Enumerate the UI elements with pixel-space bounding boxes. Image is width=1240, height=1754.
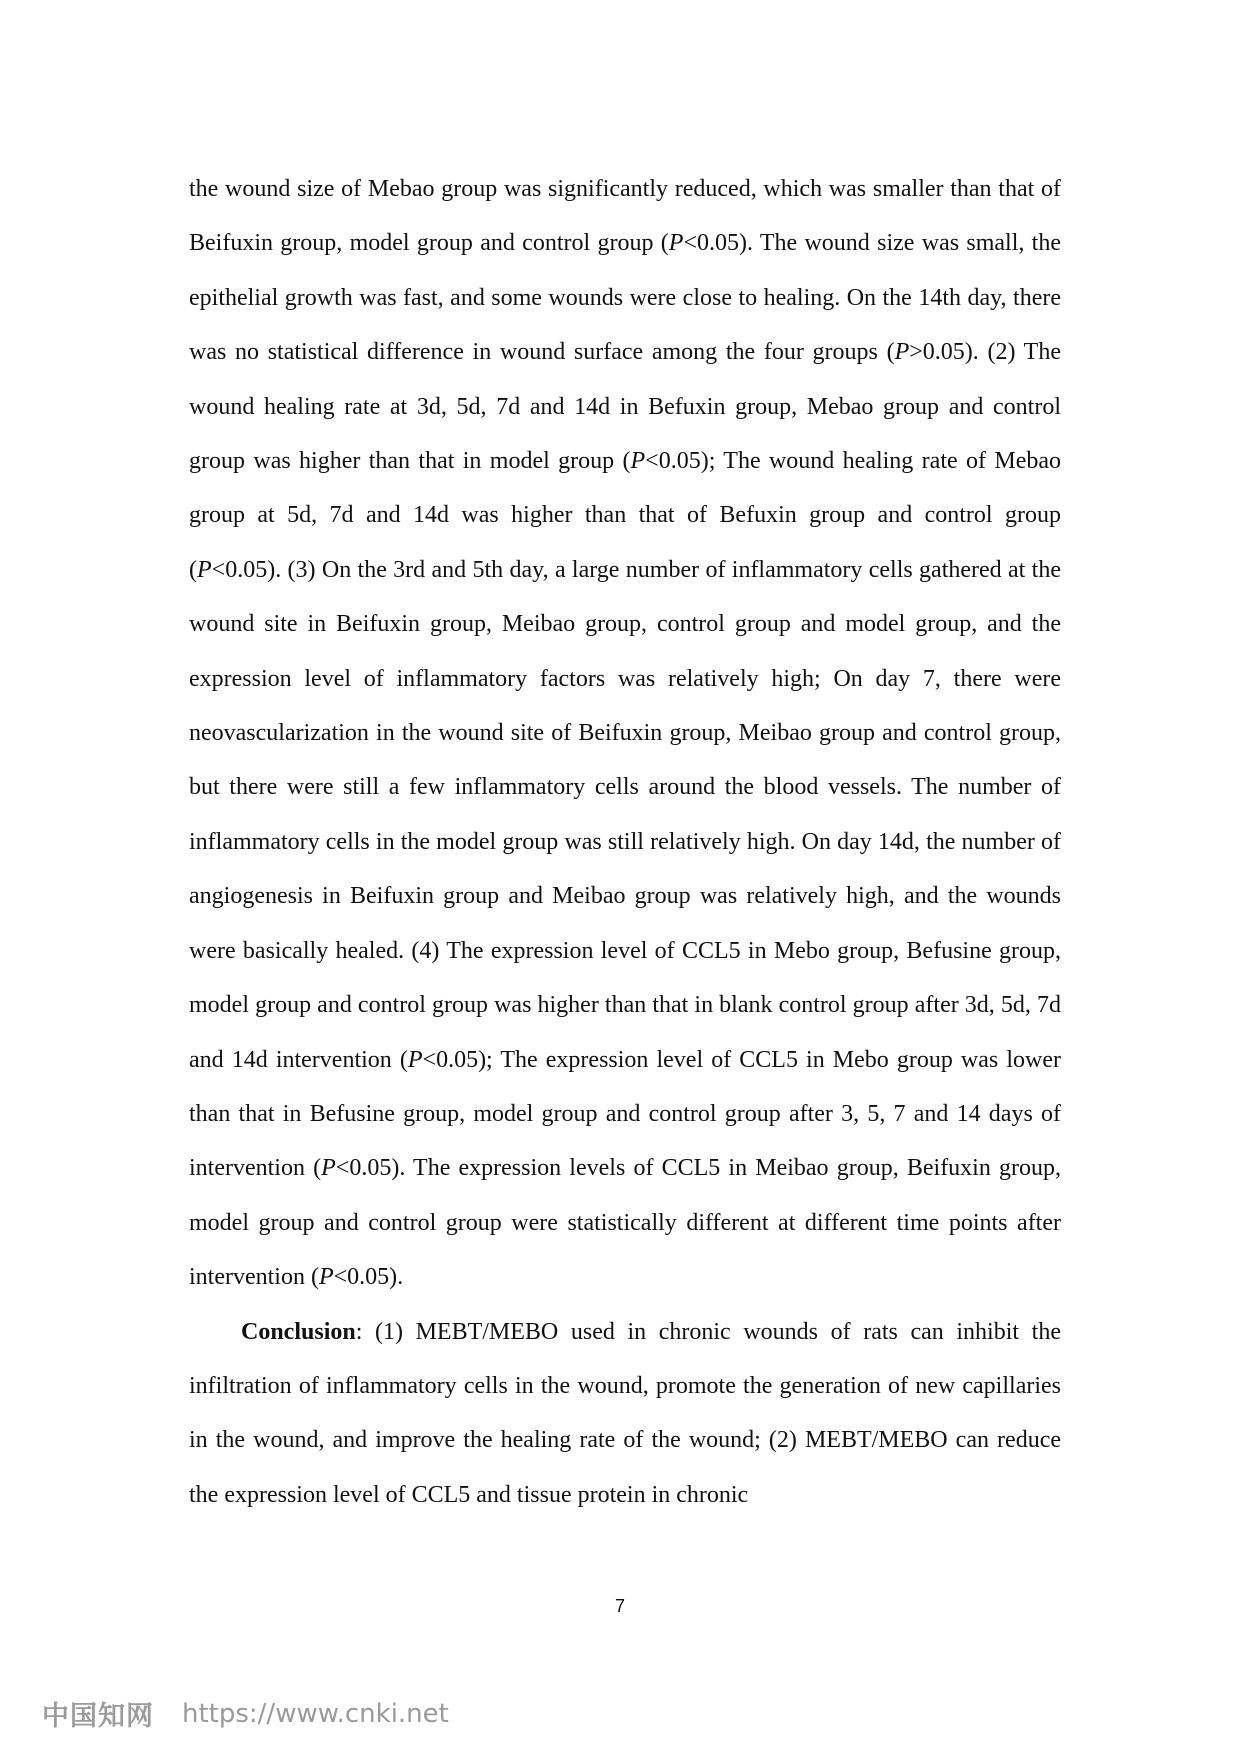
text-segment: <0.05). (3) On the 3rd and 5th day, a large number of inflammatory cells gathered at the wound site in Beifuxin group, Meibao group, control group and model group, and the expression level of inflammatory factors was relatively high; On day 7, there were neovascularization in the wound site of Beifuxin group, Meibao group and control group, but there were still a few inflammatory cells around the blood vessels. The number of inflammatory cells in the model group was still relatively high. On day 14d, the number of angiogenesis in Beifuxin group and Meibao group was relatively high, and the wounds were basically healed. (4) The expression level of CCL5 in Mebo group, Befusine group, model group and control group was higher than that in blank control group after 3d, 5d, 7d and 14d intervention ( xyxy=(189,556,1061,1073)
cnki-watermark xyxy=(42,1694,449,1733)
conclusion-text: : (1) MEBT/MEBO used in chronic wounds of rats can inhibit the infiltration of inflammatory cells in the wound, promote the generation of new capillaries in the wound, and improve the healing rate of the wound; (2) MEBT/MEBO can reduce the expression level of CCL5 and tissue protein in chronic xyxy=(189,1318,1061,1508)
watermark-url: https://www.cnki.net xyxy=(182,1698,449,1729)
watermark-brand: 中国知网 xyxy=(42,1701,154,1732)
conclusion-label: Conclusion xyxy=(241,1318,356,1345)
p-value-symbol: P xyxy=(894,339,910,366)
text-segment: <0.05); The wound healing rate of Mebao group at 5d, 7d and 14d was higher than that of Befuxin group and control group ( xyxy=(189,448,1062,583)
text-segment: the wound size of Mebao group was significantly reduced, which was smaller than that of Beifuxin group, model group and control group ( xyxy=(189,176,1061,257)
text-segment: <0.05). xyxy=(333,1264,404,1291)
p-value-symbol: P xyxy=(197,556,212,583)
text-segment: <0.05). The expression levels of CCL5 in Meibao group, Beifuxin group, model group and control group were statistically different at different time points after intervention ( xyxy=(189,1155,1061,1291)
p-value-symbol: P xyxy=(321,1155,336,1182)
p-value-symbol: P xyxy=(318,1264,334,1291)
p-value-symbol: P xyxy=(630,448,646,475)
results-paragraph xyxy=(189,162,1061,1305)
text-segment: <0.05). The wound size was small, the epithelial growth was fast, and some wounds were close to healing. On the 14th day, there was no statistical difference in wound surface among the four groups ( xyxy=(189,230,1061,366)
text-segment: <0.05); The expression level of CCL5 in Mebo group was lower than that in Befusine group, model group and control group after 3, 5, 7 and 14 days of intervention ( xyxy=(189,1046,1061,1182)
page-number: 7 xyxy=(614,1596,625,1616)
p-value-symbol: P xyxy=(668,230,684,257)
conclusion-paragraph xyxy=(189,1305,1061,1523)
text-segment: >0.05). (2) The wound healing rate at 3d, 5d, 7d and 14d in Befuxin group, Mebao group and control group was higher than that in model group ( xyxy=(189,339,1061,475)
body-text xyxy=(189,162,1061,1522)
p-value-symbol: P xyxy=(407,1046,423,1073)
